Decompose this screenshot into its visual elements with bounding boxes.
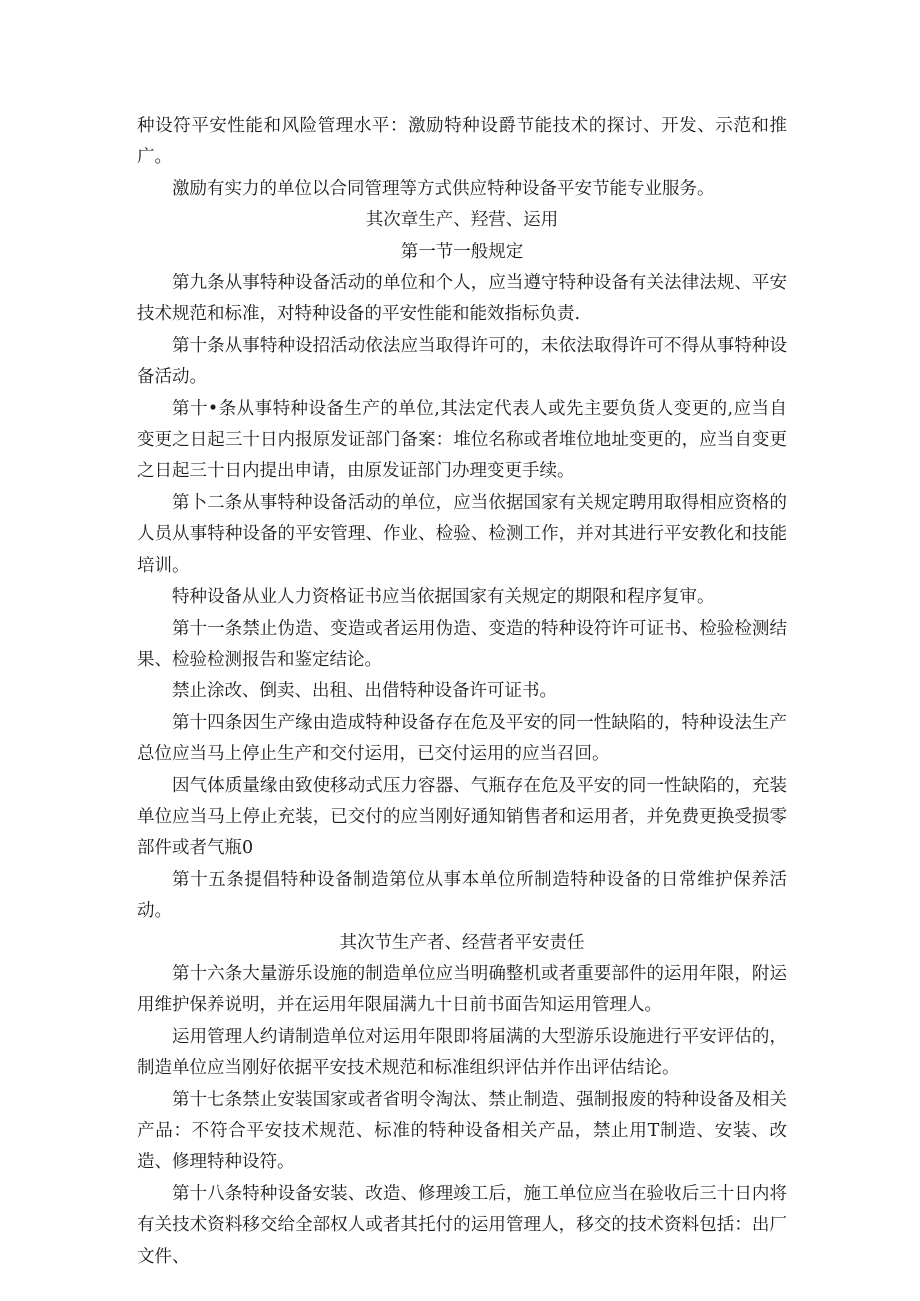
paragraph: 第九条从事特种设备活动的单位和个人，应当遵守特种设备有关法律法规、平安技术规范和标准，对特种设备的平安性能和能效指标负责. [137,273,787,325]
section-heading: 其次章生产、羟营、运用 [365,210,559,231]
paragraph: 激励有实力的单位以合同管理等方式供应特种设备平安节能专业服务。 [172,178,715,199]
paragraph: 禁止涂改、倒卖、出租、出借特种设备许可证书。 [172,681,557,702]
section-heading: 其次节生产者、经营者平安责任 [339,932,585,953]
paragraph: 第十八条特种设备安装、改造、修理竣工后，施工单位应当在验收后三十日内将有关技术资料移交给全部权人或者其托付的运用管理人，移交的技术资料包括：出厂文件、 [137,1183,787,1267]
paragraph: 运用管理人约请制造单位对运用年限即将届满的大型游乐设施进行平安评估的，制造单位应当刚好依据平安技术规范和标准组织评估并作出评估结论。 [137,1026,787,1079]
paragraph: 第十六条大量游乐设施的制造单位应当明确整机或者重要部件的运用年限，附运用维护保养说明，并在运用年限届满九十日前书面告知运用管理人。 [137,963,787,1016]
paragraph: 第十七条禁止安装国家或者省明令淘汰、禁止制造、强制报废的特种设备及相关产品：不符合平安技术规范、标准的特种设备相关产品，禁止用T制造、安装、改造、修理特种设符。 [137,1089,787,1173]
paragraph: 种设符平安性能和风险管理水平：激励特种设爵节能技术的探讨、开发、示范和推广。 [137,116,787,168]
paragraph: 第十一条禁止伪造、变造或者运用伪造、变造的特种设符许可证书、检验检测结果、检验检测报告和鉴定结论。 [137,618,787,670]
paragraph: 第十五条提倡特种设备制造第位从事本单位所制造特种设备的日常维护保养活动。 [137,869,787,922]
document-body [137,111,787,1273]
section-heading: 第一节一般规定 [400,241,524,262]
paragraph: 第十四条因生产缘由造成特种设备存在危及平安的同一性缺陷的，特种设法生产总位应当马上停止生产和交付运用，已交付运用的应当召回。 [137,712,787,765]
paragraph: 第卜二条从事特种设备活动的单位，应当依据国家有关规定聘用取得相应资格的人员从事特种设备的平安管理、作业、检验、检测工作，并对其进行平安教化和技能培训。 [137,492,787,576]
paragraph: 第十条从事特种设招活动依法应当取得许可的，未依法取得许可不得从事特种设备活动。 [137,335,787,388]
paragraph: 因气体质量缘由致使移动式压力容器、气瓶存在危及平安的同一性缺陷的，充装单位应当马上停止充装，已交付的应当刚好通知销售者和运用者，并免费更换受损零部件或者气瓶0 [137,775,787,859]
paragraph: 第十•条从事特种设备生产的单位,其法定代表人或先主要负货人变更的,应当自变更之日起三十日内报原发证部门备案：堆位名称或者堆位地址变更的，应当自变更之日起三十日内提出申请，由原发证部门办理变更手续。 [137,398,787,482]
paragraph: 特种设备从业人力资格证书应当依据国家有关规定的期限和程序复审。 [172,587,715,608]
